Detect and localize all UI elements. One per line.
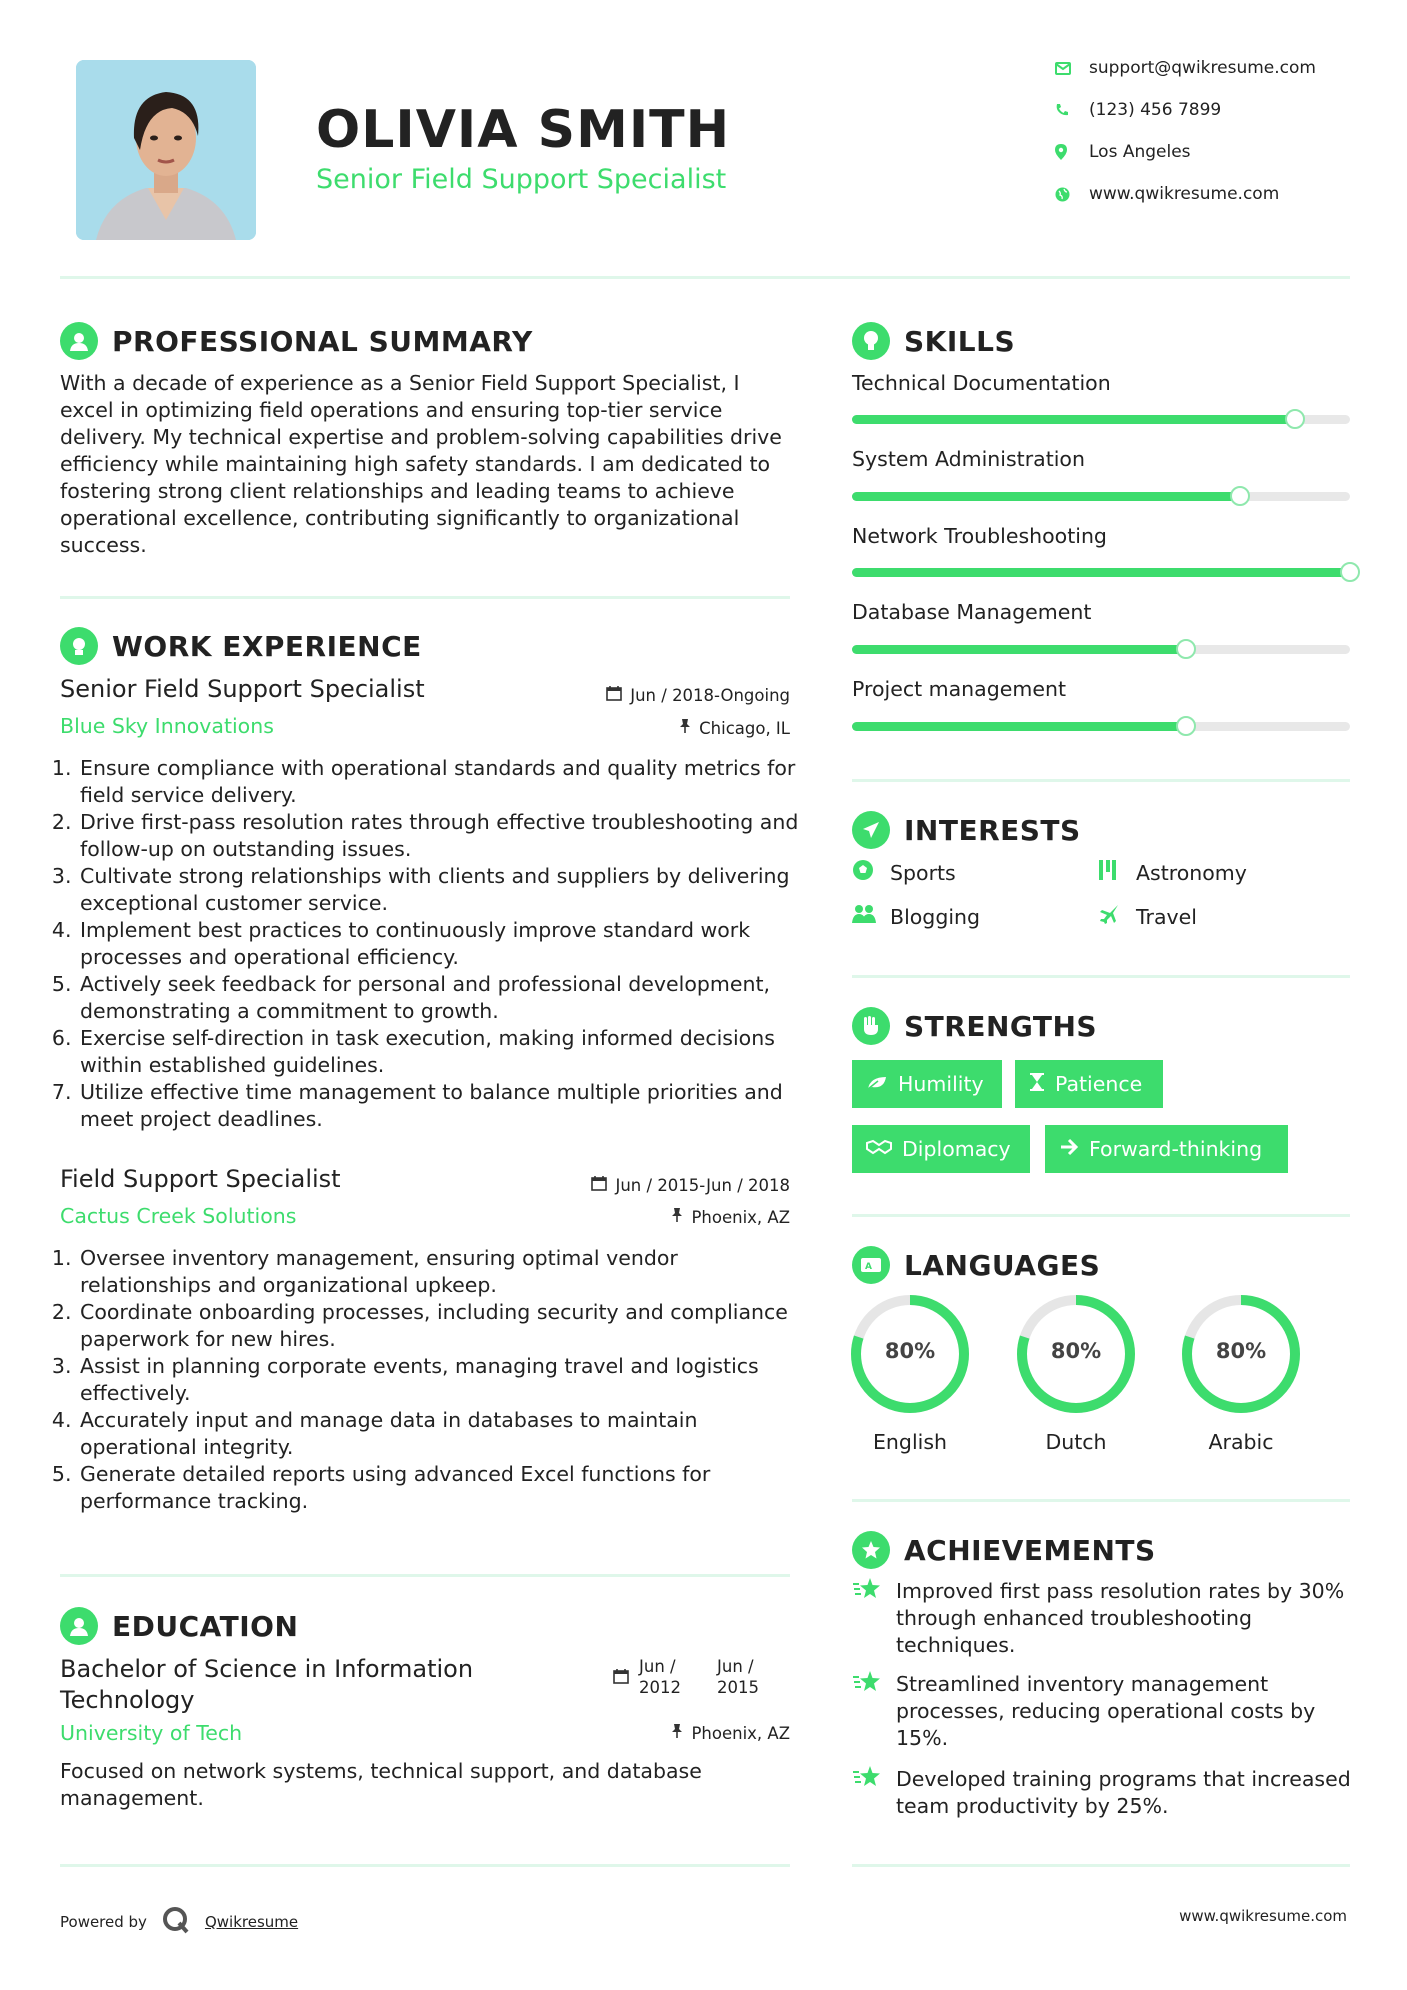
experience-heading-text: WORK EXPERIENCE — [112, 629, 422, 663]
list-item: 7. Utilize effective time management to balance multiple priorities and meet project deadlines. — [78, 1079, 818, 1133]
language-icon — [852, 1246, 890, 1284]
interests-heading — [852, 811, 1081, 849]
skill-name: Network Troubleshooting — [852, 524, 1107, 548]
achievement-item — [852, 1671, 1356, 1752]
skill-bar-fill — [852, 645, 1186, 654]
strength-label: Diplomacy — [902, 1137, 1011, 1161]
contact-phone-text: (123) 456 7899 — [1089, 100, 1222, 120]
education-start-date: Jun / 2012 — [639, 1657, 681, 1697]
skill-bar — [852, 492, 1350, 501]
language-percent: 80% — [884, 1339, 936, 1363]
airplane-icon — [1098, 903, 1136, 931]
pin-icon — [671, 1723, 683, 1743]
strength-tag — [852, 1060, 1002, 1108]
interest-item — [1098, 903, 1197, 931]
job-location — [671, 1207, 790, 1227]
job-location-text: Phoenix, AZ — [691, 1207, 790, 1227]
skill-bar-handle — [1340, 562, 1360, 582]
list-item: 4. Implement best practices to continuously improve standard work processes and operational efficiency. — [78, 917, 818, 971]
list-item: 5. Generate detailed reports using advanced Excel functions for performance tracking. — [78, 1461, 798, 1515]
star-icon — [852, 1764, 896, 1797]
job-title: Field Support Specialist — [60, 1165, 341, 1193]
header-divider — [60, 276, 1350, 279]
job-dates — [606, 685, 790, 705]
job-location-text: Chicago, IL — [699, 718, 790, 738]
list-item: 1. Ensure compliance with operational standards and quality metrics for field service delivery. — [78, 755, 818, 809]
strengths-heading-text: STRENGTHS — [904, 1009, 1098, 1043]
strength-tag — [1045, 1125, 1288, 1173]
language-name: Dutch — [1045, 1430, 1107, 1454]
qwikresume-logo-icon — [161, 1905, 191, 1939]
contact-phone[interactable] — [1055, 100, 1221, 120]
achievement-text: Developed training programs that increased team productivity by 25%. — [896, 1767, 1351, 1818]
interests-heading-text: INTERESTS — [904, 813, 1081, 847]
globe-icon — [1055, 187, 1089, 202]
list-item: 3. Assist in planning corporate events, managing travel and logistics effectively. — [78, 1353, 798, 1407]
contact-website-text: www.qwikresume.com — [1089, 184, 1280, 204]
handshake-icon — [866, 1137, 892, 1161]
footer-brand-link[interactable]: Qwikresume — [204, 1913, 299, 1931]
skill-bar — [852, 645, 1350, 654]
summary-heading — [60, 322, 533, 360]
calendar-icon — [591, 1175, 607, 1195]
arrow-right-icon — [1059, 1137, 1079, 1161]
skill-bar — [852, 415, 1350, 424]
languages-heading — [852, 1246, 1100, 1284]
footer-website-link[interactable]: www.qwikresume.com — [1179, 1907, 1347, 1925]
achievements-heading — [852, 1531, 1156, 1569]
skill-bar-handle — [1176, 716, 1196, 736]
skill-bar-fill — [852, 492, 1240, 501]
interest-item — [852, 859, 956, 887]
list-item: 4. Accurately input and manage data in databases to maintain operational integrity. — [78, 1407, 798, 1461]
list-item: 6. Exercise self-direction in task execution, making informed decisions within established guidelines. — [78, 1025, 818, 1079]
candidate-title: Senior Field Support Specialist — [316, 164, 727, 195]
degree-title: Bachelor of Science in Information Technology — [60, 1655, 474, 1714]
skill-name: Technical Documentation — [852, 371, 1111, 395]
education-dates — [613, 1656, 769, 1698]
briefcase-icon — [60, 627, 98, 665]
email-icon — [1055, 62, 1089, 75]
skill-bar-handle — [1285, 409, 1305, 429]
star-icon — [852, 1576, 896, 1609]
lightbulb-icon — [852, 322, 890, 360]
skill-bar-fill — [852, 722, 1186, 731]
strengths-divider — [852, 1214, 1350, 1217]
interests-divider — [852, 975, 1350, 978]
summary-divider — [60, 596, 790, 599]
candidate-name: OLIVIA SMITH — [316, 100, 731, 160]
education-location — [671, 1723, 790, 1743]
paper-plane-icon — [852, 811, 890, 849]
location-pin-icon — [1055, 144, 1089, 160]
strengths-heading — [852, 1007, 1097, 1045]
job-company: Blue Sky Innovations — [60, 714, 274, 738]
skill-name: System Administration — [852, 447, 1085, 471]
leaf-icon — [866, 1072, 888, 1096]
education-end-date: Jun / 2015 — [717, 1657, 759, 1697]
experience-heading — [60, 627, 422, 665]
achievement-text: Streamlined inventory management processes, reducing operational costs by 15%. — [896, 1672, 1316, 1750]
interest-label: Sports — [890, 861, 956, 885]
education-description: Focused on network systems, technical support, and database management. — [60, 1759, 702, 1810]
user-icon — [60, 322, 98, 360]
job-duties — [58, 1245, 798, 1515]
pin-icon — [671, 1207, 683, 1227]
interest-label: Blogging — [890, 905, 981, 929]
strength-label: Humility — [898, 1072, 984, 1096]
achievement-text: Improved first pass resolution rates by 30% through enhanced troubleshooting techniques. — [896, 1579, 1345, 1657]
skill-bar-handle — [1230, 486, 1250, 506]
education-divider — [60, 1864, 790, 1867]
job-company: Cactus Creek Solutions — [60, 1204, 297, 1228]
contact-website[interactable] — [1055, 184, 1279, 204]
languages-heading-text: LANGUAGES — [904, 1248, 1101, 1282]
calendar-icon — [613, 1668, 629, 1698]
language-percent: 80% — [1050, 1339, 1102, 1363]
powered-by-label: Powered by — [60, 1913, 147, 1931]
skills-heading-text: SKILLS — [904, 324, 1016, 358]
telescope-icon — [1098, 859, 1136, 887]
language-name: English — [872, 1430, 948, 1454]
users-icon — [852, 903, 890, 931]
contact-location-text: Los Angeles — [1089, 142, 1191, 162]
languages-divider — [852, 1499, 1350, 1502]
contact-location — [1055, 142, 1191, 162]
interest-item — [1098, 859, 1247, 887]
achievement-item — [852, 1766, 1356, 1820]
phone-icon — [1055, 103, 1089, 117]
list-item: 1. Oversee inventory management, ensuring optimal vendor relationships and organizational upkeep. — [78, 1245, 798, 1299]
school-name: University of Tech — [60, 1721, 243, 1745]
calendar-icon — [606, 685, 622, 705]
achievements-heading-text: ACHIEVEMENTS — [904, 1533, 1156, 1567]
footer-powered-by — [60, 1905, 298, 1939]
strength-label: Forward-thinking — [1089, 1137, 1263, 1161]
skills-divider — [852, 779, 1350, 782]
summary-heading-text: PROFESSIONAL SUMMARY — [112, 324, 533, 358]
strength-tag — [1015, 1060, 1163, 1108]
education-heading — [60, 1607, 298, 1645]
skill-bar-handle — [1176, 639, 1196, 659]
star-badge-icon — [852, 1531, 890, 1569]
contact-email[interactable] — [1055, 58, 1316, 78]
interest-item — [852, 903, 980, 931]
skill-bar-fill — [852, 415, 1295, 424]
skill-name: Database Management — [852, 600, 1092, 624]
skill-name: Project management — [852, 677, 1066, 701]
list-item: 2. Coordinate onboarding processes, including security and compliance paperwork for new hires. — [78, 1299, 798, 1353]
hourglass-icon — [1029, 1072, 1045, 1097]
star-icon — [852, 1669, 896, 1702]
language-percent: 80% — [1215, 1339, 1267, 1363]
contact-email-text: support@qwikresume.com — [1089, 58, 1316, 78]
language-name: Arabic — [1208, 1430, 1274, 1454]
strength-label: Patience — [1055, 1072, 1143, 1096]
job-dates-text: Jun / 2015-Jun / 2018 — [615, 1175, 790, 1195]
interest-label: Astronomy — [1136, 861, 1247, 885]
profile-photo — [76, 60, 256, 240]
pin-icon — [679, 718, 691, 738]
job-duties — [58, 755, 818, 1133]
skill-bar — [852, 568, 1350, 577]
experience-divider — [60, 1574, 790, 1577]
skills-heading — [852, 322, 1015, 360]
job-dates-text: Jun / 2018-Ongoing — [630, 685, 790, 705]
strength-tag — [852, 1125, 1030, 1173]
list-item: 3. Cultivate strong relationships with clients and suppliers by delivering exceptional customer service. — [78, 863, 818, 917]
soccer-ball-icon — [852, 859, 890, 887]
fist-icon — [852, 1007, 890, 1045]
list-item: 2. Drive first-pass resolution rates through effective troubleshooting and follow-up on outstanding issues. — [78, 809, 818, 863]
job-dates — [591, 1175, 790, 1195]
job-title: Senior Field Support Specialist — [60, 675, 425, 703]
skill-bar-fill — [852, 568, 1350, 577]
achievements-divider — [852, 1864, 1350, 1867]
graduate-icon — [60, 1607, 98, 1645]
svg-text:A: A — [865, 1262, 873, 1272]
skill-bar — [852, 722, 1350, 731]
education-heading-text: EDUCATION — [112, 1609, 299, 1643]
interest-label: Travel — [1136, 905, 1197, 929]
job-location — [679, 718, 790, 738]
achievement-item — [852, 1578, 1356, 1659]
summary-text: With a decade of experience as a Senior Field Support Specialist, I excel in optimizing field operations and ensuring top-tier service delivery. My technical expertise and problem-solving capabilities drive efficiency while maintaining high safety standards. I am dedicated to fostering strong client relationships and leading teams to achieve operational excellence, contributing significantly to organizational success. — [60, 371, 782, 557]
education-location-text: Phoenix, AZ — [691, 1723, 790, 1743]
list-item: 5. Actively seek feedback for personal and professional development, demonstrating a commitment to growth. — [78, 971, 818, 1025]
